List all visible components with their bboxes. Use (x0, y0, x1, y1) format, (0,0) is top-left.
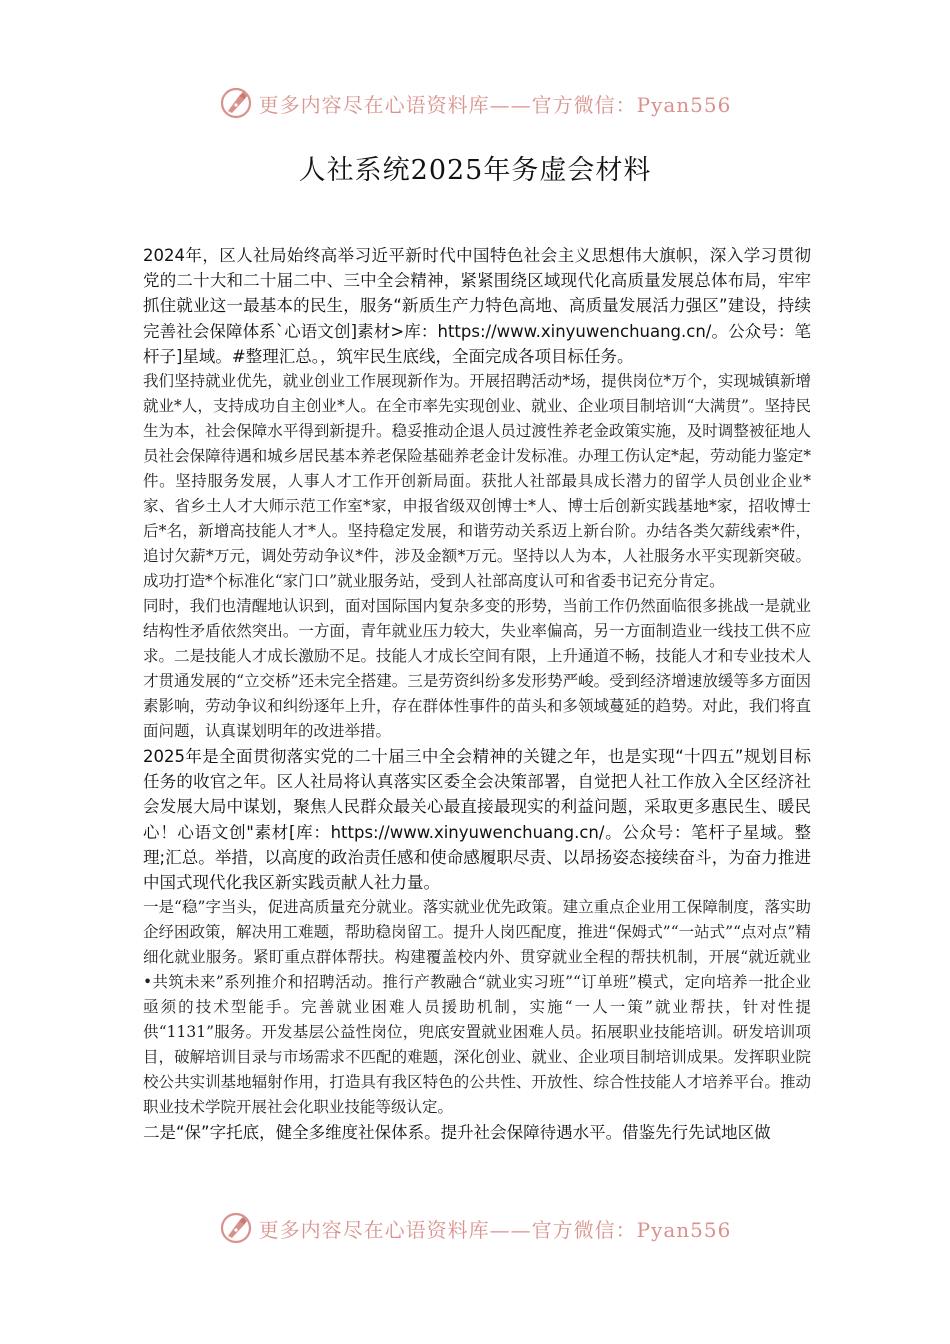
paragraph-4: 2025年是全面贯彻落实党的二十届三中全会精神的关键之年，也是实现“十四五”规划目标任务的收官之年。区人社局将认真落实区委全会决策部署，自觉把人社工作放入全区经济社会发展大局中谋划，聚焦人民群众最关心最直接最现实的利益问题，采取更多惠民生、暖民心！心语文创"素材[库：https://www.xinyuwenchuang.cn/。公众号：笔杆子星域。整理;汇总。举措，以高度的政治责任感和使命感履职尽责、以昂扬姿态接续奋斗，为奋力推进中国式现代化我区新实践贡献人社力量。 (143, 747, 811, 893)
paragraph-1: 2024年，区人社局始终高举习近平新时代中国特色社会主义思想伟大旗帜，深入学习贯彻党的二十大和二十届二中、三中全会精神，紧紧围绕区域现代化高质量发展总体布局，牢牢抓住就业这一最基本的民生，服务“新质生产力特色高地、高质量发展活力强区”建设，持续完善社会保障体系`心语文创]素材>库：https://www.xinyuwenchuang.cn/。公众号：笔杆子]星域。#整理汇总。，筑牢民生底线，全面完成各项目标任务。 (143, 246, 811, 366)
document-title: 人社系统2025年务虚会材料 (298, 155, 652, 186)
banner-text: 更多内容尽在心语资料库——官方微信：Pyan556 (258, 1217, 732, 1242)
header-banner (0, 83, 950, 123)
banner-text: 更多内容尽在心语资料库——官方微信：Pyan556 (258, 92, 732, 117)
paragraph-6: 二是“保”字托底，健全多维度社保体系。提升社会保障待遇水平。借鉴先行先试地区做 (143, 1123, 771, 1143)
paragraph-5: 一是“稳”字当头，促进高质量充分就业。落实就业优先政策。建立重点企业用工保障制度，落实助企纾困政策，解决用工难题，帮助稳岗留工。提升人岗匹配度，推进“保姆式”“一站式”“点对点”精细化就业服务。紧盯重点群体帮扶。构建覆盖校内外、贯穿就业全程的帮扶机制，开展“就近就业•共筑未来”系列推介和招聘活动。推行产教融合“就业实习班”“订单班”模式，定向培养一批企业亟须的技术型能手。完善就业困难人员援助机制，实施“一人一策”就业帮扶，针对性提供“1131”服务。开发基层公益性岗位，兜底安置就业困难人员。拓展职业技能培训。研发培训项目，破解培训目录与市场需求不匹配的难题，深化创业、就业、企业项目制培训成果。发挥职业院校公共实训基地辐射作用，打造具有我区特色的公共性、开放性、综合性技能人才培养平台。推动职业技术学院开展社会化职业技能等级认定。 (143, 898, 811, 1117)
paragraph-2: 我们坚持就业优先，就业创业工作展现新作为。开展招聘活动*场，提供岗位*万个，实现城镇新增就业*人，支持成功自主创业*人。在全市率先实现创业、就业、企业项目制培训“大满贯”。坚持民生为本，社会保障水平得到新提升。稳妥推动企退人员过渡性养老金政策实施，及时调整被征地人员社会保障待遇和城乡居民基本养老保险基础养老金计发标准。办理工伤认定*起，劳动能力鉴定*件。坚持服务发展，人事人才工作开创新局面。获批人社部最具成长潜力的留学人员创业企业*家、省乡土人才大师示范工作室*家，申报省级双创博士*人、博士后创新实践基地*家，招收博士后*名，新增高技能人才*人。坚持稳定发展，和谐劳动关系迈上新台阶。办结各类欠薪线索*件，追讨欠薪*万元，调处劳动争议*件，涉及金额*万元。坚持以人为本，人社服务水平实现新突破。成功打造*个标准化“家门口”就业服务站，受到人社部高度认可和省委书记充分肯定。 (143, 372, 811, 591)
document-body (143, 243, 811, 1145)
pen-nib-circle-icon (219, 86, 253, 120)
pen-nib-circle-icon (219, 1211, 253, 1245)
footer-banner (0, 1208, 950, 1248)
paragraph-3: 同时，我们也清醒地认识到，面对国际国内复杂多变的形势，当前工作仍然面临很多挑战一是就业结构性矛盾依然突出。一方面，青年就业压力较大，失业率偏高，另一方面制造业一线技工供不应求。二是技能人才成长激励不足。技能人才成长空间有限，上升通道不畅，技能人才和专业技术人才贯通发展的“立交桥”还未完全搭建。三是劳资纠纷多发形势严峻。受到经济增速放缓等多方面因素影响，劳动争议和纠纷逐年上升，存在群体性事件的苗头和多领域蔓延的趋势。对此，我们将直面问题，认真谋划明年的改进举措。 (143, 597, 811, 741)
